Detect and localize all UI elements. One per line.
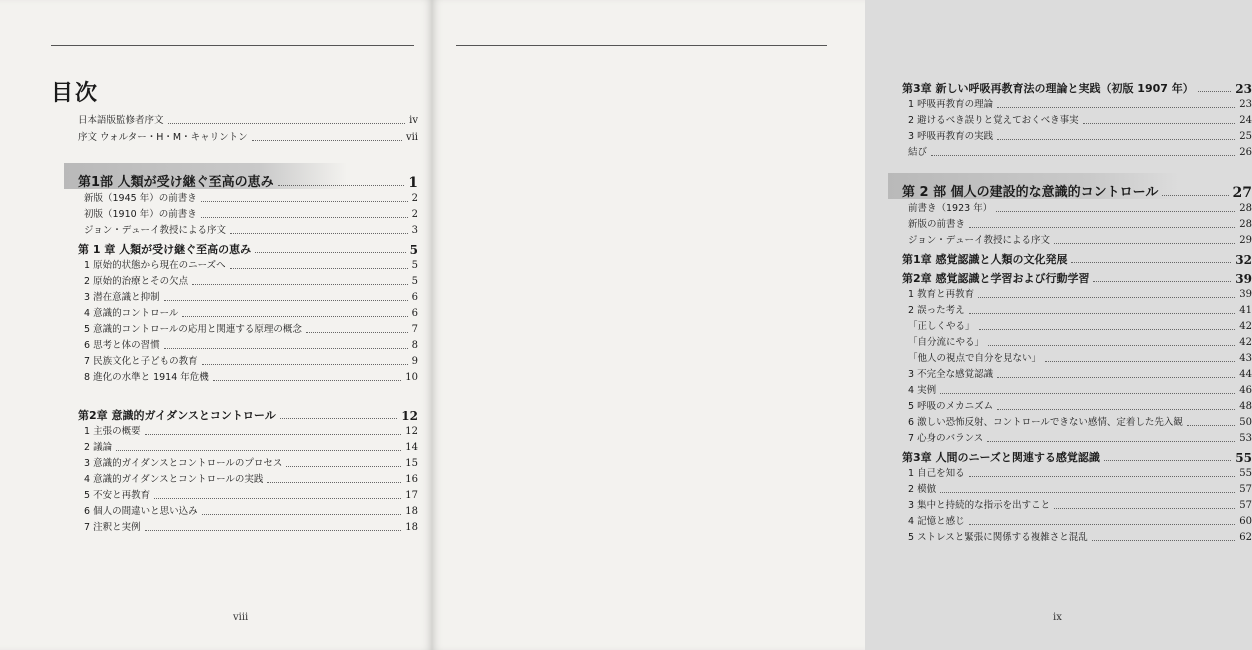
right-toc-list xyxy=(902,76,1252,544)
dot-leader xyxy=(997,377,1235,378)
toc-chapter-entry[interactable] xyxy=(902,445,1252,464)
toc-entry-title: 1 教育と再教育 xyxy=(908,289,975,300)
toc-entry-page: 48 xyxy=(1239,401,1252,412)
toc-entry[interactable] xyxy=(902,95,1252,111)
toc-chapter-entry[interactable] xyxy=(902,266,1252,285)
toc-entry[interactable] xyxy=(902,365,1252,381)
toc-entry[interactable] xyxy=(902,413,1252,429)
toc-entry-title: 「正しくやる」 xyxy=(908,321,975,332)
toc-entry-title: 第1章 感覚認識と人類の文化発展 xyxy=(902,253,1068,266)
dot-leader xyxy=(1162,195,1228,196)
toc-entry-page: 6 xyxy=(411,292,418,303)
toc-entry-page: 55 xyxy=(1235,451,1252,465)
toc-entry-page: 42 xyxy=(1239,337,1252,348)
spacer xyxy=(78,384,418,403)
toc-entry-page: iv xyxy=(409,115,418,126)
dot-leader xyxy=(116,450,401,451)
toc-entry-page: 5 xyxy=(411,276,418,287)
toc-entry-title: 4 意識的ガイダンスとコントロールの実践 xyxy=(84,474,264,485)
dot-leader xyxy=(280,418,398,419)
toc-entry-title: 結び xyxy=(908,147,928,158)
toc-entry-page: 50 xyxy=(1239,417,1252,428)
dot-leader xyxy=(1104,460,1231,461)
dot-leader xyxy=(201,217,408,218)
toc-entry[interactable] xyxy=(902,512,1252,528)
spacer xyxy=(902,159,1252,173)
toc-entry-page: 3 xyxy=(411,225,418,236)
toc-entry-title: 1 自己を知る xyxy=(908,468,965,479)
toc-entry-title: 4 記憶と感じ xyxy=(908,516,965,527)
dot-leader xyxy=(202,514,402,515)
toc-entry-page: 44 xyxy=(1239,369,1252,380)
toc-entry-title: 7 心身のバランス xyxy=(908,433,984,444)
toc-entry-title: 新版の前書き xyxy=(908,219,966,230)
toc-entry-page: 27 xyxy=(1232,185,1252,201)
toc-entry-title: 1 呼吸再教育の理論 xyxy=(908,99,994,110)
toc-entry[interactable] xyxy=(78,486,418,502)
toc-entry-page: 57 xyxy=(1239,484,1252,495)
toc-chapter-entry[interactable] xyxy=(78,237,418,256)
toc-entry-title: 「他人の視点で自分を見ない」 xyxy=(908,353,1042,364)
header-rule xyxy=(51,45,414,46)
toc-entry-title: 3 集中と持続的な指示を出すこと xyxy=(908,500,1051,511)
toc-entry[interactable] xyxy=(902,301,1252,317)
toc-entry-page: 29 xyxy=(1239,235,1252,246)
toc-entry-page: 23 xyxy=(1239,99,1252,110)
toc-entry-page: 32 xyxy=(1235,253,1252,267)
toc-entry[interactable] xyxy=(902,349,1252,365)
toc-entry[interactable] xyxy=(902,215,1252,231)
dot-leader xyxy=(230,233,408,234)
left-toc-list xyxy=(78,110,418,534)
toc-entry-page: 57 xyxy=(1239,500,1252,511)
dot-leader xyxy=(201,201,408,202)
toc-entry-title: 5 不安と再教育 xyxy=(84,490,151,501)
toc-entry[interactable] xyxy=(78,368,418,384)
toc-entry[interactable] xyxy=(902,317,1252,333)
toc-entry-title: 第3章 人間のニーズと関連する感覚認識 xyxy=(902,451,1100,464)
toc-entry-title: ジョン・デューイ教授による序文 xyxy=(84,225,227,236)
toc-entry-title: 第3章 新しい呼吸再教育法の理論と実践（初版 1907 年） xyxy=(902,82,1194,95)
dot-leader xyxy=(1045,361,1235,362)
toc-entry-page: 10 xyxy=(405,372,418,383)
toc-entry[interactable] xyxy=(902,143,1252,159)
toc-chapter-entry[interactable] xyxy=(902,247,1252,266)
toc-entry-page: 46 xyxy=(1239,385,1252,396)
toc-entry[interactable] xyxy=(78,189,418,205)
toc-entry[interactable] xyxy=(78,454,418,470)
toc-entry-page: vii xyxy=(405,132,418,143)
dot-leader xyxy=(940,492,1235,493)
dot-leader xyxy=(978,297,1235,298)
dot-leader xyxy=(182,316,407,317)
toc-entry-page: 14 xyxy=(405,442,418,453)
toc-entry-title: 6 激しい恐怖反射、コントロールできない感情、定着した先入観 xyxy=(908,417,1183,428)
toc-entry[interactable] xyxy=(78,127,418,144)
toc-entry-page: 9 xyxy=(411,356,418,367)
toc-entry-page: 62 xyxy=(1239,532,1252,543)
toc-entry[interactable] xyxy=(902,528,1252,544)
toc-entry-page: 2 xyxy=(411,193,418,204)
toc-entry-page: 55 xyxy=(1239,468,1252,479)
toc-entry[interactable] xyxy=(902,111,1252,127)
toc-entry-title: 6 個人の間違いと思い込み xyxy=(84,506,198,517)
left-page xyxy=(0,0,432,650)
toc-entry-page: 17 xyxy=(405,490,418,501)
dot-leader xyxy=(997,139,1235,140)
dot-leader xyxy=(306,332,408,333)
dot-leader xyxy=(267,482,401,483)
dot-leader xyxy=(1092,540,1235,541)
toc-entry-page: 60 xyxy=(1239,516,1252,527)
toc-entry-title: 第2章 意識的ガイダンスとコントロール xyxy=(78,409,276,422)
dot-leader xyxy=(1083,123,1236,124)
toc-entry-page: 53 xyxy=(1239,433,1252,444)
toc-entry-title: 日本語版監修者序文 xyxy=(78,115,164,126)
toc-entry-title: 「自分流にやる」 xyxy=(908,337,985,348)
dot-leader xyxy=(213,380,401,381)
toc-entry-page: 23 xyxy=(1235,82,1252,96)
toc-entry-page: 26 xyxy=(1239,147,1252,158)
toc-entry[interactable] xyxy=(78,205,418,221)
page-number-right: ix xyxy=(1053,612,1062,623)
toc-entry[interactable] xyxy=(78,336,418,352)
dot-leader xyxy=(252,140,402,141)
dot-leader xyxy=(931,155,1235,156)
header-rule xyxy=(456,45,827,46)
toc-entry[interactable] xyxy=(902,397,1252,413)
toc-entry[interactable] xyxy=(78,422,418,438)
toc-entry-title: 6 思考と体の習慣 xyxy=(84,340,160,351)
dot-leader xyxy=(202,364,408,365)
toc-entry-title: 8 進化の水準と 1914 年危機 xyxy=(84,372,209,383)
spacer xyxy=(78,144,418,163)
toc-part-entry[interactable] xyxy=(64,163,418,189)
toc-entry[interactable] xyxy=(78,352,418,368)
toc-entry-page: 12 xyxy=(405,426,418,437)
dot-leader xyxy=(154,498,401,499)
toc-chapter-entry[interactable] xyxy=(78,403,418,422)
toc-entry-title: 新版（1945 年）の前書き xyxy=(84,193,197,204)
dot-leader xyxy=(1054,508,1235,509)
toc-entry-title: 7 民族文化と子どもの教育 xyxy=(84,356,198,367)
dot-leader xyxy=(997,409,1235,410)
toc-entry[interactable] xyxy=(78,221,418,237)
right-page xyxy=(432,0,1252,650)
toc-entry-page: 18 xyxy=(405,522,418,533)
dot-leader xyxy=(164,348,408,349)
toc-entry-title: ジョン・デューイ教授による序文 xyxy=(908,235,1051,246)
toc-entry-page: 18 xyxy=(405,506,418,517)
toc-entry-page: 28 xyxy=(1239,219,1252,230)
dot-leader xyxy=(1187,425,1235,426)
toc-entry-title: 4 実例 xyxy=(908,385,937,396)
toc-entry-page: 42 xyxy=(1239,321,1252,332)
toc-entry[interactable] xyxy=(902,285,1252,301)
toc-entry-title: 前書き（1923 年） xyxy=(908,203,993,214)
toc-entry[interactable] xyxy=(78,110,418,127)
toc-entry-title: 4 意識的コントロール xyxy=(84,308,179,319)
toc-entry-page: 12 xyxy=(401,409,418,423)
toc-entry-title: 第2章 感覚認識と学習および行動学習 xyxy=(902,272,1090,285)
toc-chapter-entry[interactable] xyxy=(902,76,1252,95)
toc-entry-title: 7 注釈と実例 xyxy=(84,522,141,533)
toc-entry-page: 2 xyxy=(411,209,418,220)
toc-entry-title: 1 主張の概要 xyxy=(84,426,141,437)
toc-entry[interactable] xyxy=(902,333,1252,349)
toc-entry[interactable] xyxy=(902,480,1252,496)
dot-leader xyxy=(192,284,408,285)
toc-entry[interactable] xyxy=(78,320,418,336)
toc-entry-title: 5 ストレスと緊張に関係する複雑さと混乱 xyxy=(908,532,1088,543)
toc-entry-title: 2 模倣 xyxy=(908,484,937,495)
dot-leader xyxy=(969,313,1236,314)
toc-entry-page: 6 xyxy=(411,308,418,319)
toc-entry-title: 2 原始的治療とその欠点 xyxy=(84,276,189,287)
toc-entry[interactable] xyxy=(78,304,418,320)
toc-entry[interactable] xyxy=(78,272,418,288)
dot-leader xyxy=(145,434,402,435)
toc-entry-page: 8 xyxy=(411,340,418,351)
dot-leader xyxy=(286,466,401,467)
toc-entry[interactable] xyxy=(902,127,1252,143)
toc-entry-page: 43 xyxy=(1239,353,1252,364)
toc-entry[interactable] xyxy=(78,518,418,534)
toc-entry-title: 3 不完全な感覚認識 xyxy=(908,369,994,380)
toc-entry-page: 39 xyxy=(1239,289,1252,300)
toc-entry[interactable] xyxy=(902,381,1252,397)
toc-entry-title: 第1部 人類が受け継ぐ至高の恵み xyxy=(78,175,274,190)
toc-entry-page: 24 xyxy=(1239,115,1252,126)
page-number-left: viii xyxy=(233,612,249,623)
toc-entry-page: 16 xyxy=(405,474,418,485)
dot-leader xyxy=(969,476,1236,477)
toc-entry-title: 2 誤った考え xyxy=(908,305,965,316)
dot-leader xyxy=(987,441,1235,442)
toc-entry-page: 1 xyxy=(408,175,418,191)
toc-part-entry[interactable] xyxy=(888,173,1252,199)
toc-entry-page: 5 xyxy=(411,260,418,271)
toc-entry-title: 5 呼吸のメカニズム xyxy=(908,401,994,412)
toc-entry-page: 15 xyxy=(405,458,418,469)
toc-entry[interactable] xyxy=(78,256,418,272)
toc-entry[interactable] xyxy=(902,199,1252,215)
toc-entry[interactable] xyxy=(78,502,418,518)
dot-leader xyxy=(979,329,1236,330)
dot-leader xyxy=(988,345,1235,346)
toc-entry[interactable] xyxy=(78,470,418,486)
toc-entry-page: 39 xyxy=(1235,272,1252,286)
toc-entry-title: 2 避けるべき誤りと覚えておくべき事実 xyxy=(908,115,1079,126)
toc-entry-title: 第 2 部 個人の建設的な意識的コントロール xyxy=(902,185,1159,200)
toc-entry-title: 初版（1910 年）の前書き xyxy=(84,209,197,220)
dot-leader xyxy=(164,300,408,301)
toc-title: 目次 xyxy=(51,81,100,106)
toc-entry-page: 25 xyxy=(1239,131,1252,142)
dot-leader xyxy=(168,123,406,124)
toc-entry-title: 3 潜在意識と抑制 xyxy=(84,292,160,303)
toc-entry[interactable] xyxy=(902,231,1252,247)
toc-entry-title: 3 意識的ガイダンスとコントロールのプロセス xyxy=(84,458,283,469)
toc-entry-page: 7 xyxy=(411,324,418,335)
toc-entry-page: 5 xyxy=(409,243,418,257)
dot-leader xyxy=(997,107,1235,108)
toc-entry-title: 5 意識的コントロールの応用と関連する原理の概念 xyxy=(84,324,302,335)
toc-entry-title: 第 1 章 人類が受け継ぐ至高の恵み xyxy=(78,243,252,256)
toc-entry[interactable] xyxy=(902,464,1252,480)
dot-leader xyxy=(1054,243,1235,244)
dot-leader xyxy=(145,530,402,531)
dot-leader xyxy=(255,252,405,253)
toc-entry-page: 28 xyxy=(1239,203,1252,214)
dot-leader xyxy=(940,393,1235,394)
dot-leader xyxy=(996,211,1235,212)
toc-entry[interactable] xyxy=(902,429,1252,445)
dot-leader xyxy=(230,268,408,269)
dot-leader xyxy=(1093,281,1231,282)
dot-leader xyxy=(969,524,1236,525)
toc-entry-title: 2 議論 xyxy=(84,442,113,453)
toc-entry[interactable] xyxy=(78,288,418,304)
dot-leader xyxy=(1198,91,1232,92)
toc-entry-title: 3 呼吸再教育の実践 xyxy=(908,131,994,142)
dot-leader xyxy=(969,227,1235,228)
dot-leader xyxy=(1071,262,1231,263)
dot-leader xyxy=(278,185,405,186)
toc-entry-page: 41 xyxy=(1239,305,1252,316)
toc-entry-title: 1 原始的状態から現在のニーズへ xyxy=(84,260,226,271)
toc-entry-title: 序文 ウォルター・H・M・キャリントン xyxy=(78,132,248,143)
toc-entry[interactable] xyxy=(78,438,418,454)
toc-entry[interactable] xyxy=(902,496,1252,512)
